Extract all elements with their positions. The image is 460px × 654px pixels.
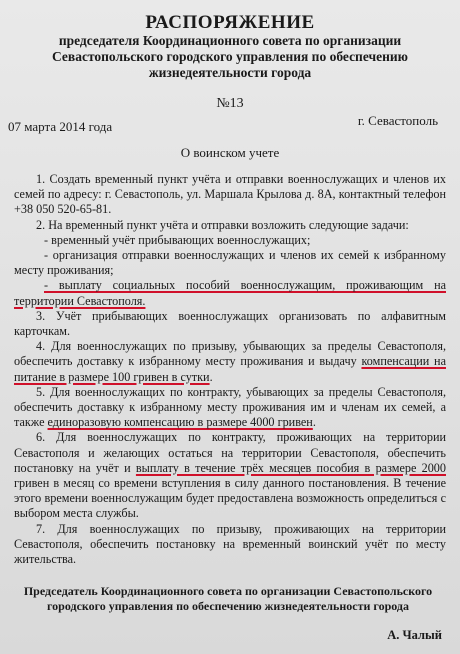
item-2: 2. На временный пункт учёта и отправки возложить следующие задачи: [36,217,409,232]
document-city: г. Севастополь [357,113,438,128]
subtitle-line-1: председателя Координационного совета по организации [58,33,402,48]
item-6-underlined: выплату в течение трёх месяцев пособия в размере 2000 [135,460,446,475]
document-number: №13 [216,96,244,111]
item-4 [14,339,446,385]
document-date: 07 марта 2014 года [8,119,113,134]
signatory-title: Председатель Координационного совета по организации Севастопольского городского управления по обеспечению жизнедеятельности города [23,584,433,613]
item-5-end: . [312,415,316,430]
item-6 [14,430,446,521]
document-subtitle [20,33,440,81]
item-2a: - временный учёт прибывающих военнослужащих; [44,232,311,247]
item-5 [14,385,446,431]
item-2c [14,278,446,308]
item-2c-underlined: - выплату социальных пособий военнослужащим, проживающим на территории Севастополя. [14,278,446,308]
item-7: 7. Для военнослужащих по призыву, проживающих на территории Севастополя, обеспечить постановку на временный воинский учёт по месту жительства. [14,521,446,567]
document-title: РАСПОРЯЖЕНИЕ [145,12,315,33]
item-3: 3. Учёт прибывающих военнослужащих организовать по алфавитным карточкам. [14,308,446,339]
item-4-text: 4. Для военнослужащих по призыву, убывающих за пределы Севастополя, обеспечить доставку к избранному месту проживания и выдачу [14,339,446,369]
document-subject: О воинском учете [180,145,280,160]
item-6-text: 6. Для военнослужащих по контракту, проживающих на территории Севастополя и желающих остаться на территории Севастополя, обеспечить постановку на учёт и [14,430,446,475]
signatory-name: А. Чалый [387,628,442,642]
subtitle-line-2: Севастопольского городского управления по обеспечению [52,49,408,64]
item-2b: - организация отправки военнослужащих и членов их семей к избранному месту проживания; [14,248,446,278]
item-6-end: гривен в месяц со времени вступления в силу данного постановления. В течение этого времени военнослужащим будет предоставлена возможность определиться с выбором места службы. [14,476,446,521]
item-4-underlined: компенсации на питание в размере 100 гривен в сутки [14,354,446,384]
item-5-underlined: единоразовую компенсацию в размере 4000 гривен [47,415,313,430]
item-1: 1. Создать временный пункт учёта и отправки военнослужащих и членов их семей по адресу: г. Севастополь, ул. Маршала Крылова д. 8А, контактный телефон +38 050 520-65-81. [14,172,446,217]
item-4-end: . [209,369,213,384]
document-body [14,172,446,567]
subtitle-line-3: жизнедеятельности города [148,65,312,80]
item-5-text: 5. Для военнослужащих по контракту, убывающих за пределы Севастополя, обеспечить доставку к избранному месту проживания им и членам их семей, а также [14,384,446,430]
